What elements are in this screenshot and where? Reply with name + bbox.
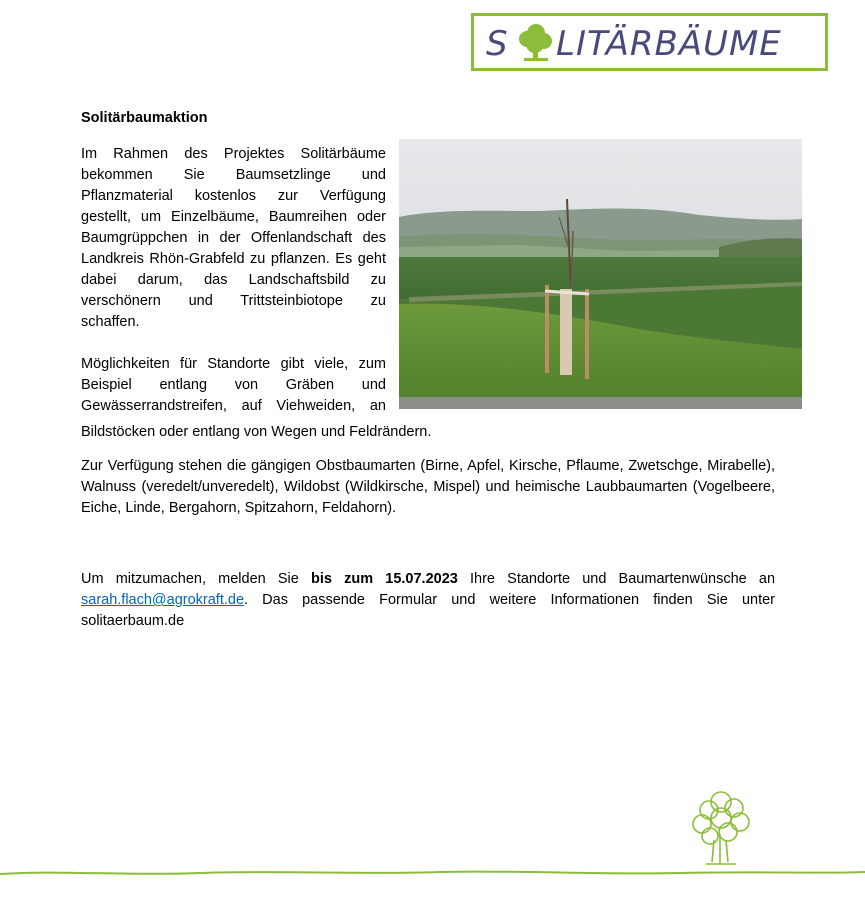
- intro-line: Baumgrüppchen in der Offenlandschaft des: [81, 230, 386, 246]
- locations-line: Gewässerrandstreifen, auf Viehweiden, an: [81, 398, 386, 414]
- email-link[interactable]: sarah.flach@agrokraft.de: [81, 592, 245, 608]
- intro-line: schaffen.: [81, 314, 140, 330]
- cta-text-before: Um mitzumachen, melden Sie: [81, 571, 311, 587]
- locations-line: Beispiel entlang von Gräben und: [81, 377, 386, 393]
- logo-wordmark-text: LITÄRBÄUME: [555, 24, 782, 64]
- intro-line: Im Rahmen des Projektes Solitärbäume: [81, 146, 386, 162]
- solitaerbaeume-logo: [471, 13, 828, 71]
- intro-line: dabei darum, das Landschaftsbild zu: [81, 272, 386, 288]
- intro-line: Landkreis Rhön-Grabfeld zu pflanzen. Es geht: [81, 251, 386, 267]
- logo-tree-icon: [519, 24, 552, 61]
- locations-line: Möglichkeiten für Standorte gibt viele, zum: [81, 356, 386, 372]
- logo-letter-s: S: [485, 24, 508, 64]
- sapling-field-photo: [399, 139, 802, 409]
- page-title: Solitärbaumaktion: [81, 110, 208, 126]
- tree-outline-icon: [676, 788, 756, 873]
- intro-line: Pflanzmaterial kostenlos zur Verfügung: [81, 188, 386, 204]
- ground-line-decoration: [0, 862, 865, 887]
- locations-last-line: Bildstöcken oder entlang von Wegen und Feldrändern.: [81, 424, 432, 440]
- logo-wordmark: [480, 19, 820, 65]
- intro-line: gestellt, um Einzelbäume, Baumreihen oder: [81, 209, 386, 225]
- deadline-text: bis zum 15.07.2023: [310, 571, 458, 587]
- intro-line: bekommen Sie Baumsetzlinge und: [81, 167, 386, 183]
- species-paragraph: Zur Verfügung stehen die gängigen Obstbaumarten (Birne, Apfel, Kirsche, Pflaume, Zwetschge, Mirabelle), Walnuss (veredelt/unveredelt), Wildobst (Wildkirsche, Mispel) und heimische Laubbaumarten (Vogelbeere, Eiche, Linde, Bergahorn, Spitzahorn, Feldahorn).: [81, 458, 775, 516]
- locations-paragraph: [81, 354, 386, 417]
- cta-paragraph: [81, 569, 775, 632]
- intro-line: verschönern und Trittsteinbiotope zu: [81, 293, 386, 309]
- intro-paragraph: [81, 144, 386, 333]
- cta-text-middle: Ihre Standorte und Baumartenwünsche an: [457, 571, 776, 587]
- cta-text-after: . Das passende Formular und weitere Informationen finden Sie unter solitaerbaum.de: [81, 592, 775, 629]
